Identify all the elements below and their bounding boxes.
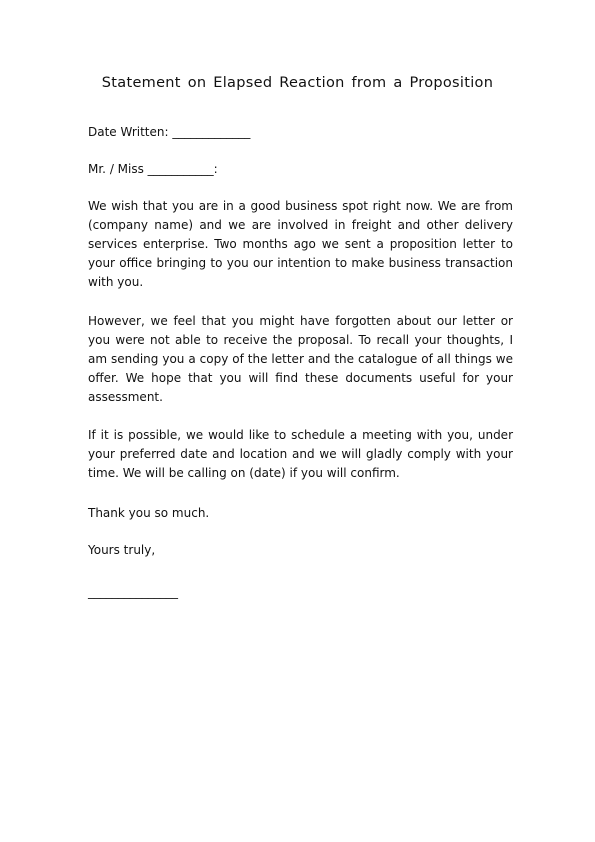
document-title: Statement on Elapsed Reaction from a Proposition [101,75,494,91]
date-written-line: Date Written: _____________ [88,125,251,139]
thanks-line: Thank you so much. [88,506,210,520]
salutation: Mr. / Miss ___________: [88,162,218,176]
body-paragraph: However, we feel that you might have forgotten about our letter or you were not able to receive the proposal. To recall your thoughts, I am sending you a copy of the letter and the catalogue of all things we offer. We hope that you will find these documents useful for your assessment. [88,314,513,404]
closing-line: Yours truly, [88,543,156,557]
body-paragraph: We wish that you are in a good business spot right now. We are from (company name) and we are involved in freight and other delivery services enterprise. Two months ago we sent a proposition letter to your office bringing to you our intention to make business transaction with you. [88,199,513,289]
signature-line: _______________ [88,585,178,599]
body-paragraph: If it is possible, we would like to schedule a meeting with you, under your preferred date and location and we will gladly comply with your time. We will be calling on (date) if you will confirm. [88,428,513,480]
